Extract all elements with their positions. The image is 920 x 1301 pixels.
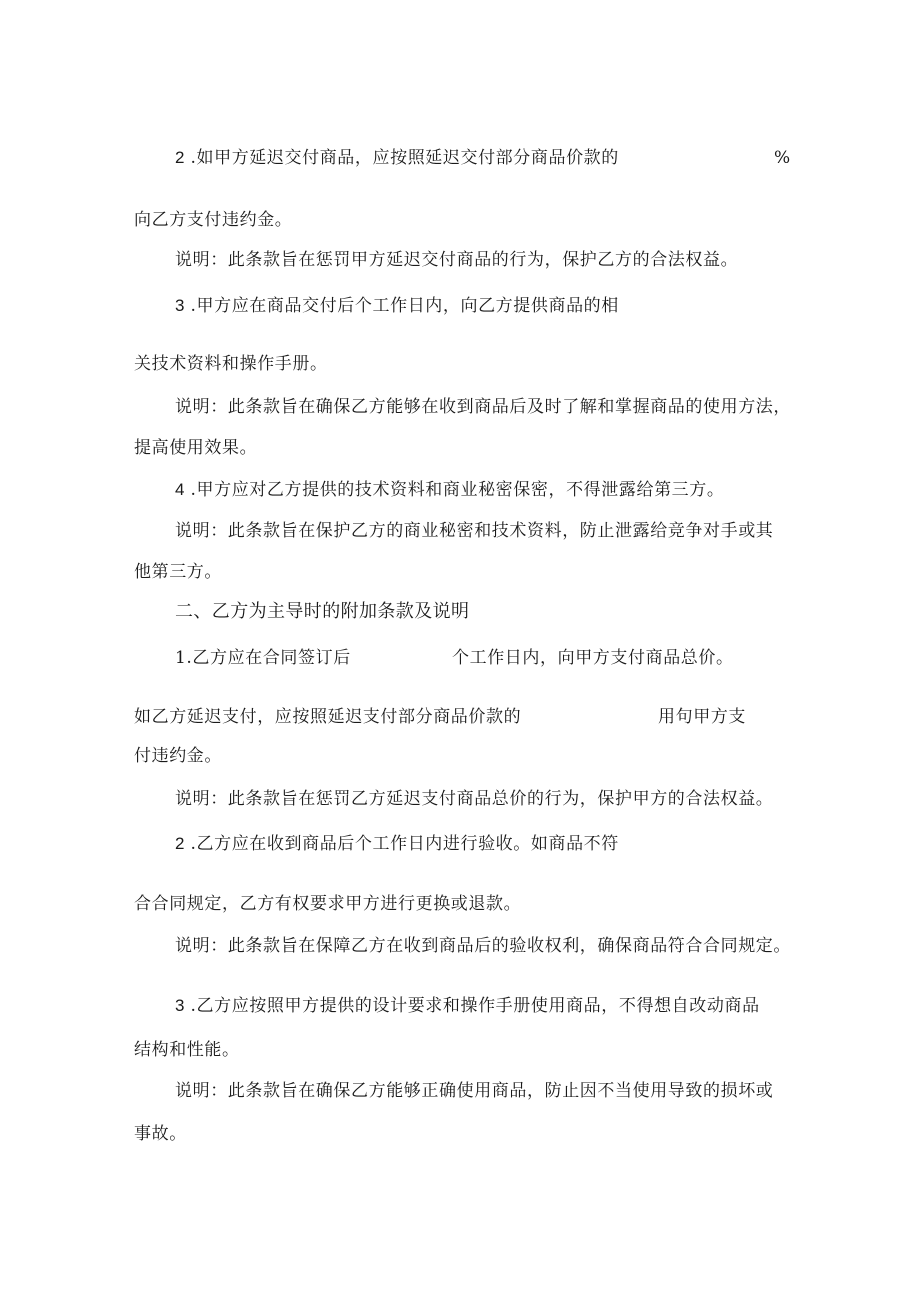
clause-b2-line2: 合合同规定，乙方有权要求甲方进行更换或退款。 [134, 894, 522, 914]
percent-sign: % [774, 148, 791, 168]
clause-b1-line1-right: 个工作日内，向甲方支付商品总价。 [452, 648, 734, 668]
clause-b2-note: 说明：此条款旨在保障乙方在收到商品后的验收权利，确保商品符合合同规定。 [175, 936, 791, 956]
clause-number: 2 [175, 834, 185, 853]
clause-a3-note1: 说明：此条款旨在确保乙方能够在收到商品后及时了解和掌握商品的使用方法， [175, 397, 791, 417]
clause-b2-line1 [175, 833, 619, 855]
clause-b3-line2: 结构和性能。 [134, 1040, 240, 1060]
clause-a3-note2: 提高使用效果。 [134, 438, 258, 458]
clause-text: .如甲方延迟交付商品，应按照延迟交付部分商品价款的 [190, 148, 619, 168]
clause-a3-line2: 关技术资料和操作手册。 [134, 354, 328, 374]
clause-b3-note2: 事故。 [134, 1124, 187, 1144]
clause-number: 3 [175, 996, 185, 1015]
clause-a4-note1: 说明：此条款旨在保护乙方的商业秘密和技术资料，防止泄露给竞争对手或其 [175, 521, 774, 541]
section-heading: 二、乙方为主导时的附加条款及说明 [175, 601, 470, 622]
clause-a2-line2: 向乙方支付违约金。 [134, 210, 293, 230]
clause-text: .乙方应按照甲方提供的设计要求和操作手册使用商品，不得想自改动商品 [190, 996, 760, 1016]
clause-b1-line2-right: 用句甲方支 [658, 707, 746, 727]
clause-b3-note1: 说明：此条款旨在确保乙方能够正确使用商品，防止因不当使用导致的损坏或 [175, 1081, 774, 1101]
clause-text: .甲方应在商品交付后个工作日内，向乙方提供商品的相 [190, 296, 619, 316]
clause-a3-line1 [175, 295, 619, 317]
clause-b1-line3: 付违约金。 [134, 746, 222, 766]
clause-text: .乙方应在收到商品后个工作日内进行验收。如商品不符 [190, 834, 619, 854]
clause-b3-line1 [175, 995, 760, 1017]
clause-number: 2 [175, 148, 185, 167]
clause-number: 4 [175, 480, 185, 499]
clause-b1-line1-left: 1.乙方应在合同签订后 [175, 648, 351, 668]
clause-a2-line1 [175, 147, 619, 169]
clause-text: .甲方应对乙方提供的技术资料和商业秘密保密，不得泄露给第三方。 [190, 480, 725, 500]
clause-a2-note: 说明：此条款旨在惩罚甲方延迟交付商品的行为，保护乙方的合法权益。 [175, 250, 739, 270]
clause-a4-line1 [175, 479, 725, 501]
clause-b1-line2-left: 如乙方延迟支付，应按照延迟支付部分商品价款的 [134, 707, 522, 727]
clause-b1-note: 说明：此条款旨在惩罚乙方延迟支付商品总价的行为，保护甲方的合法权益。 [175, 789, 774, 809]
clause-number: 3 [175, 296, 185, 315]
clause-a4-note2: 他第三方。 [134, 562, 222, 582]
